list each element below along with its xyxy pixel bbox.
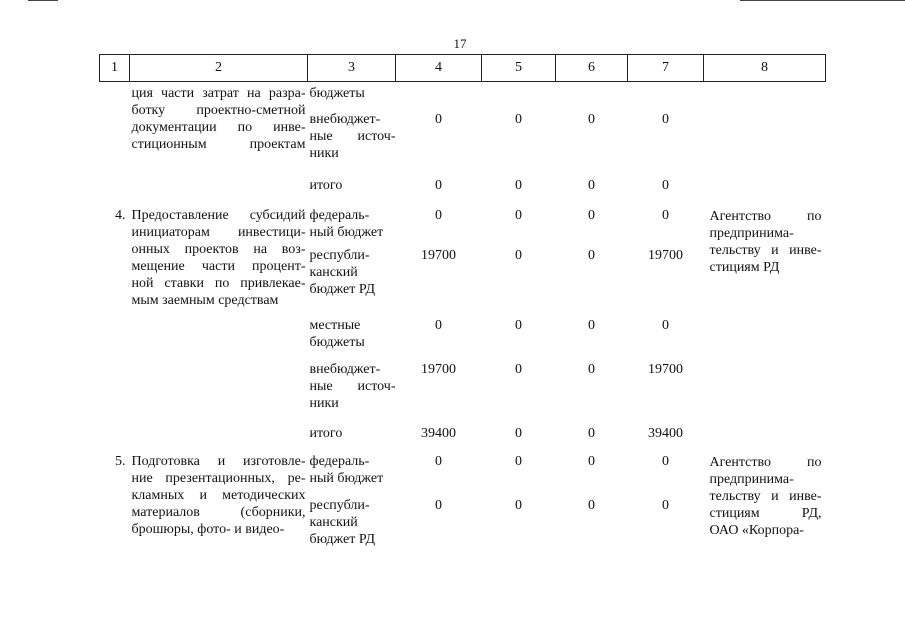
amount-cell: 19700 [648,361,683,377]
executor [704,82,826,204]
amount-cell [482,82,556,108]
funding-source [308,174,396,204]
text-line: внебюджет- [309,111,381,127]
amount-cell: 0 [515,247,522,263]
text-line: бюджеты [309,86,365,101]
funding-source [308,108,396,174]
text-line: Агентство по [709,208,822,224]
text-line: стиционным проектам [131,137,306,152]
col-header: 5 [482,55,556,82]
amount-cell: 0 [662,497,669,513]
col-header: 1 [100,55,130,82]
amount-cell: 0 [515,453,522,469]
amount-cell: 0 [662,177,669,193]
text-line: местные [309,317,361,333]
text-line: стициям РД, [709,505,822,521]
amount-cell: 0 [588,317,595,333]
scan-edge-line [740,0,905,1]
funding-source [308,204,396,244]
text-line: Подготовка и изготовле- [131,453,306,469]
text-line: ники [309,145,339,161]
text-line: итого [309,425,343,441]
text-line: внебюджет- [309,361,381,377]
amount-cell [628,82,704,108]
amount-cell: 0 [588,497,595,513]
funding-source [308,450,396,494]
text-line: федераль- [309,207,370,223]
table-row [100,204,826,244]
amount-cell: 0 [662,453,669,469]
item-description [130,204,308,450]
text-line: канский [309,514,358,530]
text-line: итого [309,177,343,193]
item-number: 5. [115,453,126,469]
amount-cell: 0 [515,207,522,223]
text-line: ный бюджет [309,470,384,486]
text-line: брошюры, фото- и видео- [131,521,285,537]
text-line: республи- [309,497,370,513]
amount-cell: 0 [435,453,442,469]
text-line: бюджеты [309,334,365,350]
amount-cell: 0 [435,111,442,127]
amount-cell: 0 [515,361,522,377]
amount-cell: 0 [435,207,442,223]
amount-cell: 0 [435,317,442,333]
table-row [100,82,826,108]
amount-cell [396,82,482,108]
amount-cell: 0 [435,177,442,193]
text-line: ные источ- [309,128,396,144]
text-line: ние презентационных, ре- [131,470,306,486]
text-line: предпринима- [709,225,794,241]
text-line: ный бюджет [309,224,384,240]
text-line: бюджет РД [309,531,376,547]
text-line: ОАО «Корпора- [709,522,804,538]
text-line: федераль- [309,453,370,469]
text-line: ция части затрат на разра- [131,86,306,101]
text-line: Агентство по [709,454,822,470]
item-number [100,82,130,204]
text-line: мым заемным средствам [131,292,279,308]
funding-source [308,82,396,108]
funding-source [308,314,396,358]
text-line: онных проектов на воз- [131,241,306,257]
text-line: бюджет РД [309,281,376,297]
scan-edge-line [28,0,58,1]
amount-cell: 0 [435,497,442,513]
amount-cell: 0 [515,497,522,513]
item-number: 4. [115,207,126,223]
funding-source [308,422,396,450]
executor [704,450,826,554]
text-line: кламных и методических [131,487,306,503]
text-line: предпринима- [709,471,794,487]
col-header: 2 [130,55,308,82]
text-line: Предоставление субсидий [131,207,306,223]
col-header: 3 [308,55,396,82]
item-description [130,450,308,554]
text-line: документации по инве- [131,120,306,135]
amount-cell: 0 [662,207,669,223]
amount-cell: 39400 [648,425,683,441]
amount-cell: 0 [588,111,595,127]
col-header: 4 [396,55,482,82]
amount-cell: 0 [662,317,669,333]
amount-cell: 39400 [421,425,456,441]
amount-cell: 19700 [648,247,683,263]
text-line: республи- [309,247,370,263]
executor [704,204,826,450]
amount-cell: 19700 [421,247,456,263]
col-header: 6 [556,55,628,82]
text-line: тельству и инве- [709,242,822,258]
table-body [100,82,826,554]
text-line: инициаторам инвестици- [131,224,306,240]
text-line: ные источ- [309,378,396,394]
funding-source [308,494,396,554]
amount-cell: 0 [588,425,595,441]
text-line: материалов (сборники, [131,504,306,520]
amount-cell: 0 [588,453,595,469]
item-description [130,82,308,204]
text-line: канский [309,264,358,280]
text-line: тельству и инве- [709,488,822,504]
text-line: ники [309,395,339,411]
funding-source [308,244,396,314]
amount-cell: 0 [588,247,595,263]
funding-source [308,358,396,422]
col-header: 8 [704,55,826,82]
amount-cell: 0 [588,207,595,223]
amount-cell: 0 [515,111,522,127]
text-line: стициям РД [709,259,780,275]
amount-cell [556,82,628,108]
page-number: 17 [453,36,467,51]
amount-cell: 0 [515,317,522,333]
column-number-row [100,55,826,82]
amount-cell: 0 [515,177,522,193]
col-header: 7 [628,55,704,82]
amount-cell: 0 [515,425,522,441]
budget-table [99,54,826,554]
amount-cell: 0 [588,177,595,193]
text-line: ботку проектно-сметной [131,103,306,118]
amount-cell: 0 [662,111,669,127]
table-row [100,450,826,494]
text-line: мещение части процент- [131,258,306,274]
text-line: ной ставки по привлекае- [131,275,306,291]
amount-cell: 19700 [421,361,456,377]
amount-cell: 0 [588,361,595,377]
